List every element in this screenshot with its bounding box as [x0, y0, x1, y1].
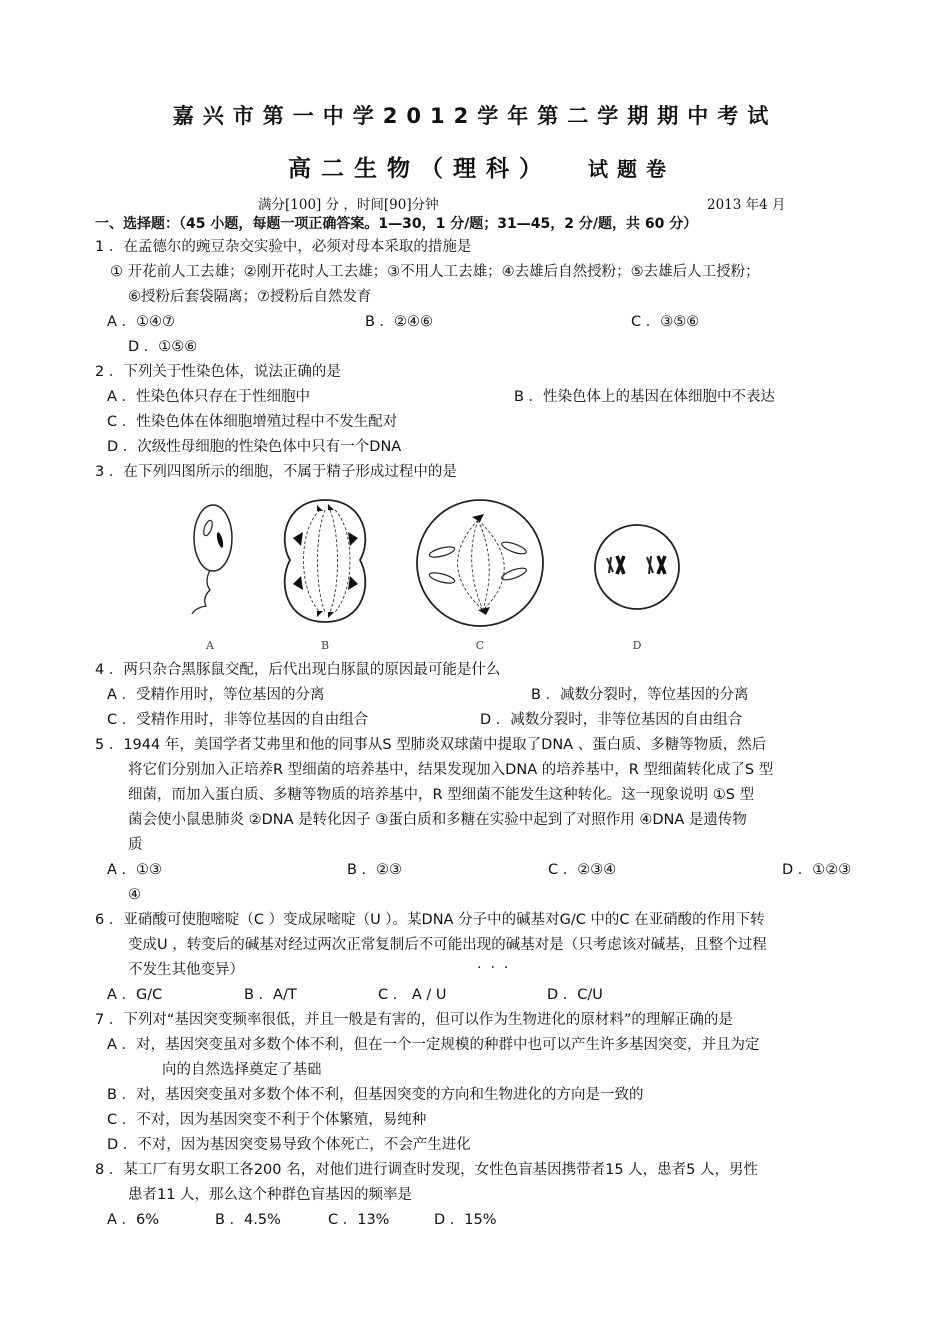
q6-emphasis-dots: ··· — [477, 960, 518, 976]
q1-options-line1: ① 开花前人工去雄；②刚开花时人工去雄；③不用人工去雄；④去雄后自然授粉；⑤去雄后人工授粉； — [110, 264, 760, 280]
q3-stem: 3 ．在下列四图所示的细胞，不属于精子形成过程中的是 — [95, 464, 457, 480]
q1-stem: 1 ．在孟德尔的豌豆杂交实验中，必须对母本采取的措施是 — [95, 239, 472, 255]
cell-b-drawing — [285, 500, 366, 622]
cell-a-drawing — [192, 505, 232, 614]
q8-line1: 8 ．某工厂有男女职工各200 名，对他们进行调查时发现，女性色盲基因携带者15 人，患者5 人，男性 — [95, 1162, 759, 1178]
q8-choice-a: A ．6% — [107, 1212, 160, 1228]
q5-line4: 菌会使小鼠患肺炎 ②DNA 是转化因子 ③蛋白质和多糖在实验中起到了对照作用 ④DNA 是遗传物 — [128, 812, 747, 828]
q7-choice-d: D ．不对，因为基因突变易导致个体死亡，不会产生进化 — [107, 1137, 471, 1153]
figure-label-a: A — [206, 639, 214, 652]
q7-choice-a-line2: 向的自然选择奠定了基础 — [162, 1062, 322, 1078]
q5-choice-b: B ．②③ — [347, 862, 403, 878]
paper-type: 试题卷 — [588, 157, 675, 181]
q5-choice-d-wrap: ④ — [128, 887, 141, 903]
school-title: 嘉兴市第一中学2012学年第二学期期中考试 — [172, 104, 778, 128]
q2-choice-a: A ．性染色体只存在于性细胞中 — [107, 389, 311, 405]
q2-choice-b: B ．性染色体上的基因在体细胞中不表达 — [514, 389, 776, 405]
q5-line3: 细菌，而加入蛋白质、多糖等物质的培养基中，R 型细菌不能发生这种转化。这一现象说明 ①S 型 — [128, 787, 755, 803]
q4-choice-c: C ．受精作用时，非等位基因的自由组合 — [107, 712, 369, 728]
q1-choice-b: B ．②④⑥ — [365, 314, 434, 330]
q5-line2: 将它们分别加入正培养R 型细菌的培养基中，结果发现加入DNA 的培养基中，R 型细菌转化成了S 型 — [128, 762, 774, 778]
q7-choice-b: B ．对，基因突变虽对多数个体不利，但基因突变的方向和生物进化的方向是一致的 — [107, 1087, 644, 1103]
figure-label-d: D — [632, 639, 642, 652]
exam-date: 2013 年4 月 — [707, 197, 786, 213]
q8-choice-c: C ．13% — [328, 1212, 390, 1228]
q4-choice-b: B ．减数分裂时，等位基因的分离 — [531, 687, 749, 703]
q4-stem: 4 ．两只杂合黑豚鼠交配，后代出现白豚鼠的原因最可能是什么 — [95, 662, 501, 678]
section-heading: 一、选择题：（45 小题，每题一项正确答案。1—30，1 分/题；31—45，2 分/题，共 60 分） — [95, 216, 698, 232]
cell-division-figure — [180, 490, 720, 655]
q5-line1: 5 ．1944 年，美国学者艾弗里和他的同事从S 型肺炎双球菌中提取了DNA 、蛋白质、多糖等物质，然后 — [95, 737, 767, 753]
figure-label-b: B — [320, 639, 330, 652]
q1-options-line2: ⑥授粉后套袋隔离；⑦授粉后自然发育 — [128, 289, 372, 305]
q8-line2: 患者11 人，那么这个种群色盲基因的频率是 — [128, 1187, 413, 1203]
q4-choice-a: A ．受精作用时，等位基因的分离 — [107, 687, 325, 703]
q5-choice-c: C ．②③④ — [548, 862, 617, 878]
q6-choice-a: A ．G/C — [107, 987, 163, 1003]
q2-stem: 2 ．下列关于性染色体，说法正确的是 — [95, 364, 341, 380]
q6-choice-b: B ．A/T — [244, 987, 297, 1003]
score-time: 满分[100] 分 ，时间[90]分钟 — [258, 197, 439, 213]
q5-line5: 质 — [128, 837, 143, 853]
figure-label-c: C — [475, 639, 485, 652]
q6-line1: 6 ．亚硝酸可使胞嘧啶（C ）变成尿嘧啶（U ）。某DNA 分子中的碱基对G/C 中的C 在亚硝酸的作用下转 — [95, 912, 765, 928]
subject-title: 高二生物（理科） — [288, 156, 552, 182]
q2-choice-d: D ．次级性母细胞的性染色体中只有一个DNA — [107, 439, 402, 455]
q8-choice-d: D ．15% — [434, 1212, 497, 1228]
q5-choice-d: D ．①②③ — [782, 862, 852, 878]
q8-choice-b: B ．4.5% — [215, 1212, 281, 1228]
q1-choice-d: D ．①⑤⑥ — [128, 339, 198, 355]
cell-d-drawing — [595, 525, 679, 609]
q2-choice-c: C ．性染色体在体细胞增殖过程中不发生配对 — [107, 414, 398, 430]
q7-choice-a-line1: A ．对，基因突变虽对多数个体不利，但在一个一定规模的种群中也可以产生许多基因突变，并且为定 — [107, 1037, 760, 1053]
q7-stem: 7 ．下列对“基因突变频率很低，并且一般是有害的，但可以作为生物进化的原材料”的理解正确的是 — [95, 1012, 733, 1028]
q6-choice-d: D ．C/U — [547, 987, 603, 1003]
q7-choice-c: C ．不对，因为基因突变不利于个体繁殖，易纯种 — [107, 1112, 427, 1128]
cell-c-drawing — [417, 500, 543, 626]
q6-line3: 不发生其他变异） — [128, 962, 244, 978]
q6-choice-c: C ． A / U — [378, 987, 447, 1003]
q1-choice-a: A ．①④⑦ — [107, 314, 176, 330]
q1-choice-c: C ．③⑤⑥ — [631, 314, 700, 330]
q5-choice-a: A ．①③ — [107, 862, 163, 878]
q4-choice-d: D ．减数分裂时，非等位基因的自由组合 — [480, 712, 743, 728]
q6-line2: 变成U ，转变后的碱基对经过两次正常复制后不可能出现的碱基对是（只考虑该对碱基，且整个过程 — [128, 937, 767, 953]
